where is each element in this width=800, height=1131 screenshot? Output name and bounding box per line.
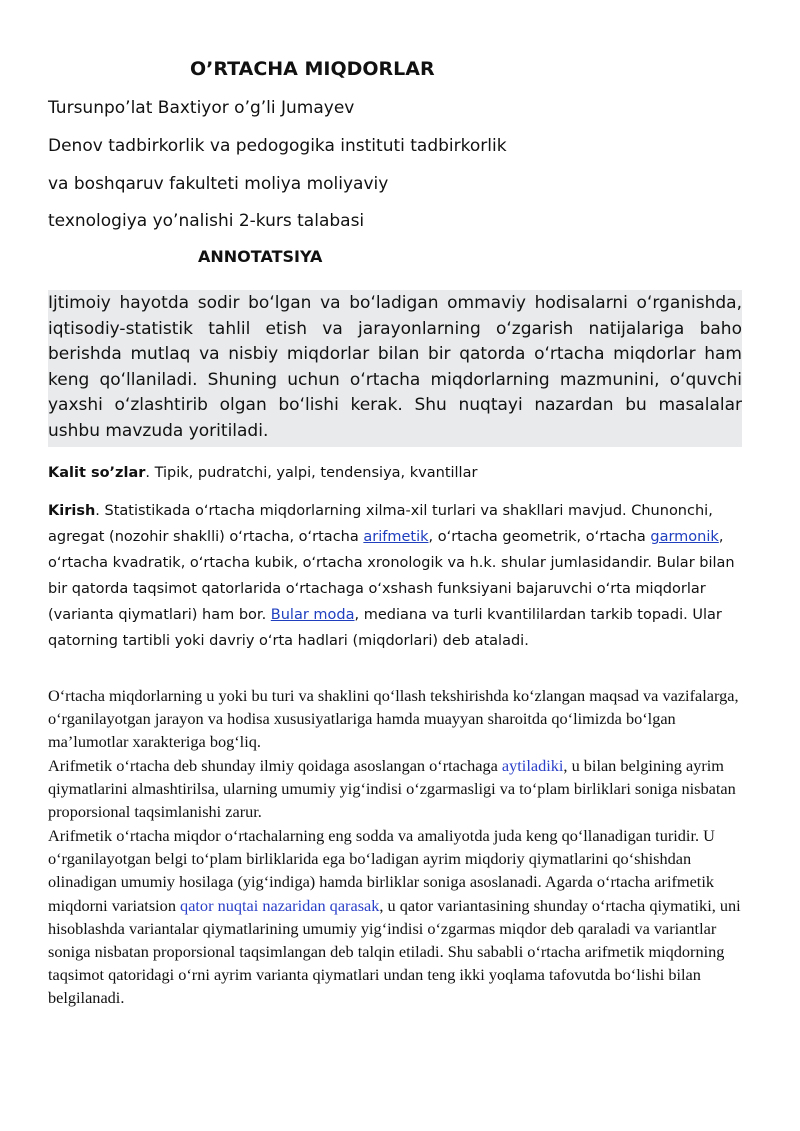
intro-text-3: , oʻrtacha kvadratik, oʻrtacha kubik, oʻrtacha xronologik va h.k. shular jumlasidandir. Bular bilan bir qatorda taqsimot qatorlarida oʻrtachaga oʻxshash funksiyani bajaruvchi oʻrta miqdorlar (varianta qiymatlari) ham bor. (48, 529, 735, 623)
author-name: Tursunpo’lat Baxtiyor o’g’li Jumayev (48, 98, 355, 118)
p2-text-2: , u bilan belgining ayrim qiymatlarini almashtirilsa, ularning umumiy yigʻindisi oʻzgarmasligi va toʻplam birliklari soniga nisbatan proporsional taqsimlanishi zarur. (48, 756, 736, 822)
author-affiliation-line-1: Denov tadbirkorlik va pedogogika instituti tadbirkorlik (48, 136, 507, 156)
introduction-paragraph (48, 498, 753, 654)
arifmetik-link[interactable]: arifmetik (363, 529, 429, 545)
bular-moda-link[interactable]: Bular moda (270, 607, 355, 623)
introduction-label: Kirish (48, 503, 96, 519)
aytiladiki-link[interactable]: aytiladiki (501, 756, 564, 775)
intro-text-1: . Statistikada oʻrtacha miqdorlarning xilma-xil turlari va shakllari mavjud. Chunonchi, agregat (nozohir shaklli) oʻrtacha, oʻrtacha (48, 503, 713, 545)
author-affiliation-line-2: va boshqaruv fakulteti moliya moliyaviy (48, 174, 389, 194)
p2-text-1: Arifmetik oʻrtacha deb shunday ilmiy qoidaga asoslangan oʻrtachaga (48, 756, 502, 775)
annotation-heading: ANNOTATSIYA (198, 247, 323, 266)
p3-text-1: Arifmetik oʻrtacha miqdor oʻrtachalarning eng sodda va amaliyotda juda keng qoʻllanadigan turidir. U oʻrganilayotgan belgi toʻplam birliklarida ega boʻladigan ayrim miqdoriy qiymatlarini qoʻshishdan olinadigan umumiy hosilaga (yigʻindiga) hamda birliklar soniga asoslanadi. Agarda oʻrtacha arifmetik miqdorni variatsion (48, 826, 715, 915)
abstract-paragraph: Ijtimoiy hayotda sodir boʻlgan va boʻladigan ommaviy hodisalarni oʻrganishda, iqtisodiy-statistik tahlil etish va jarayonlarning oʻzgarish natijalariga baho berishda mutlaq va nisbiy miqdorlar bilan bir qatorda oʻrtacha miqdorlar ham keng qoʻllaniladi. Shuning uchun oʻrtacha miqdorlarning mazmunini, oʻquvchi yaxshi oʻzlashtirib olgan boʻlishi kerak. Shu nuqtayi nazardan bu masalalar ushbu mavzuda yoritiladi. (48, 290, 742, 447)
p3-text-2: , u qator variantasining shunday oʻrtacha qiymatiki, uni hisoblashda variantalar qiymatlarining umumiy yigʻindisi oʻzgarmas miqdor deb qaraladi va variantlar soniga nisbatan proporsional taqsimlangan deb talqin etiladi. Shu sababli oʻrtacha arifmetik miqdorning taqsimot qatoridagi oʻrni ayrim varianta qiymatlari undan teng ikki yoqlama tafovutda boʻlishi bilan belgilanadi. (48, 895, 741, 1008)
intro-text-2: , oʻrtacha geometrik, oʻrtacha (428, 529, 651, 545)
body-paragraph-2 (48, 754, 748, 824)
garmonik-link[interactable]: garmonik (650, 529, 719, 545)
qator-nuqtai-nazaridan-link[interactable]: qator nuqtai nazaridan qarasak (180, 895, 380, 915)
keywords-label: Kalit so’zlar (48, 465, 146, 481)
keywords-text: . Tipik, pudratchi, yalpi, tendensiya, kvantillar (145, 465, 478, 481)
body-paragraph-3 (48, 824, 748, 1010)
intro-text-4: , mediana va turli kvantililardan tarkib topadi. Ular qatorning tartibli yoki davriy oʻrta hadlari (miqdorlari) deb ataladi. (48, 607, 722, 649)
author-affiliation-line-3: texnologiya yo’nalishi 2-kurs talabasi (48, 211, 365, 231)
page-title: O’RTACHA MIQDORLAR (190, 58, 435, 80)
body-paragraph-1: Oʻrtacha miqdorlarning u yoki bu turi va shaklini qoʻllash tekshirishda koʻzlangan maqsad va vazifalarga, oʻrganilayotgan jarayon va hodisa xususiyatlariga hamda muayyan sharoitda qoʻlimizda boʻlgan maʼlumotlar xarakteriga bogʻliq. (48, 686, 739, 752)
keywords-line (48, 465, 477, 481)
